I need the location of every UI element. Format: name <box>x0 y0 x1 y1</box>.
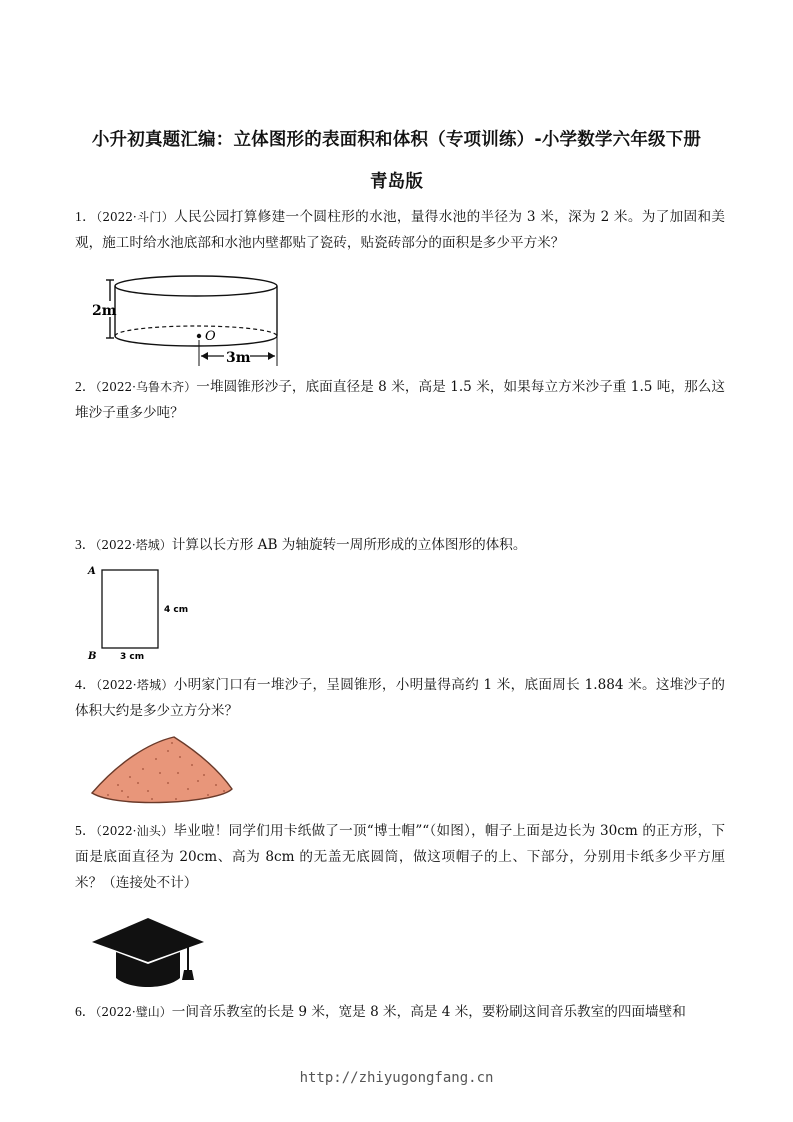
footer-url[interactable]: http://zhiyugongfang.cn <box>299 1070 494 1086</box>
center-label: O <box>205 329 216 344</box>
question-number: 6． <box>75 1004 96 1019</box>
rectangle-figure <box>86 562 196 664</box>
question-number: 3． <box>75 537 96 552</box>
question-text: 人民公园打算修建一个圆柱形的水池，量得水池的半径为 3 米，深为 2 米。为了加固和美观，施工时给水池底部和水池内壁都贴了瓷砖，贴瓷砖部分的面积是多少平方米？ <box>75 209 725 251</box>
question-1 <box>75 204 725 256</box>
label-a: A <box>88 566 96 577</box>
bottom-label: 3 cm <box>120 652 145 662</box>
question-number: 1． <box>75 209 97 224</box>
question-source: （2022·乌鲁木齐） <box>95 380 197 394</box>
question-number: 2． <box>75 379 96 394</box>
question-text: 一堆圆锥形沙子，底面直径是 8 米，高是 1.5 米，如果每立方米沙子重 1.5 吨，那么这堆沙子重多少吨？ <box>75 379 725 421</box>
question-3 <box>75 532 725 558</box>
page-title: 小升初真题汇编：立体图形的表面积和体积（专项训练）-小学数学六年级下册 <box>91 130 702 150</box>
question-source: （2022·斗门） <box>96 210 175 224</box>
question-source: （2022·汕头） <box>95 824 174 838</box>
graduation-cap-figure <box>90 912 206 992</box>
sand-cone-figure <box>88 733 236 809</box>
question-number: 5． <box>75 823 96 838</box>
page-title-line2: 青岛版 <box>369 172 424 192</box>
question-text: 小明家门口有一堆沙子，呈圆锥形，小明量得高约 1 米，底面周长 1.884 米。这堆沙子的体积大约是多少立方分米？ <box>75 677 725 719</box>
question-text: 一间音乐教室的长是 9 米，宽是 8 米，高是 4 米，要粉刷这间音乐教室的四面墙壁和 <box>171 1004 686 1020</box>
side-label: 4 cm <box>164 605 189 615</box>
question-5 <box>75 818 725 896</box>
question-text: 毕业啦！同学们用卡纸做了一顶“博士帽”“（如图），帽子上面是边长为 30cm 的正方形，下面是底面直径为 20cm、高为 8cm 的无盖无底圆筒，做这项帽子的上、下部分，分别用卡纸多少平方厘米？（连接处不计） <box>75 823 726 891</box>
question-number: 4． <box>75 677 96 692</box>
question-source: （2022·塔城） <box>95 678 174 692</box>
question-2 <box>75 374 725 426</box>
height-label: 2m <box>92 303 117 319</box>
question-source: （2022·塔城） <box>95 538 172 552</box>
question-6 <box>75 999 725 1025</box>
radius-label: 3m <box>226 350 251 366</box>
question-text: 计算以长方形 AB 为轴旋转一周所形成的立体图形的体积。 <box>171 537 527 553</box>
question-4 <box>75 672 725 724</box>
cylinder-figure <box>88 272 288 370</box>
label-b: B <box>88 651 97 662</box>
question-source: （2022·璧山） <box>95 1005 172 1019</box>
